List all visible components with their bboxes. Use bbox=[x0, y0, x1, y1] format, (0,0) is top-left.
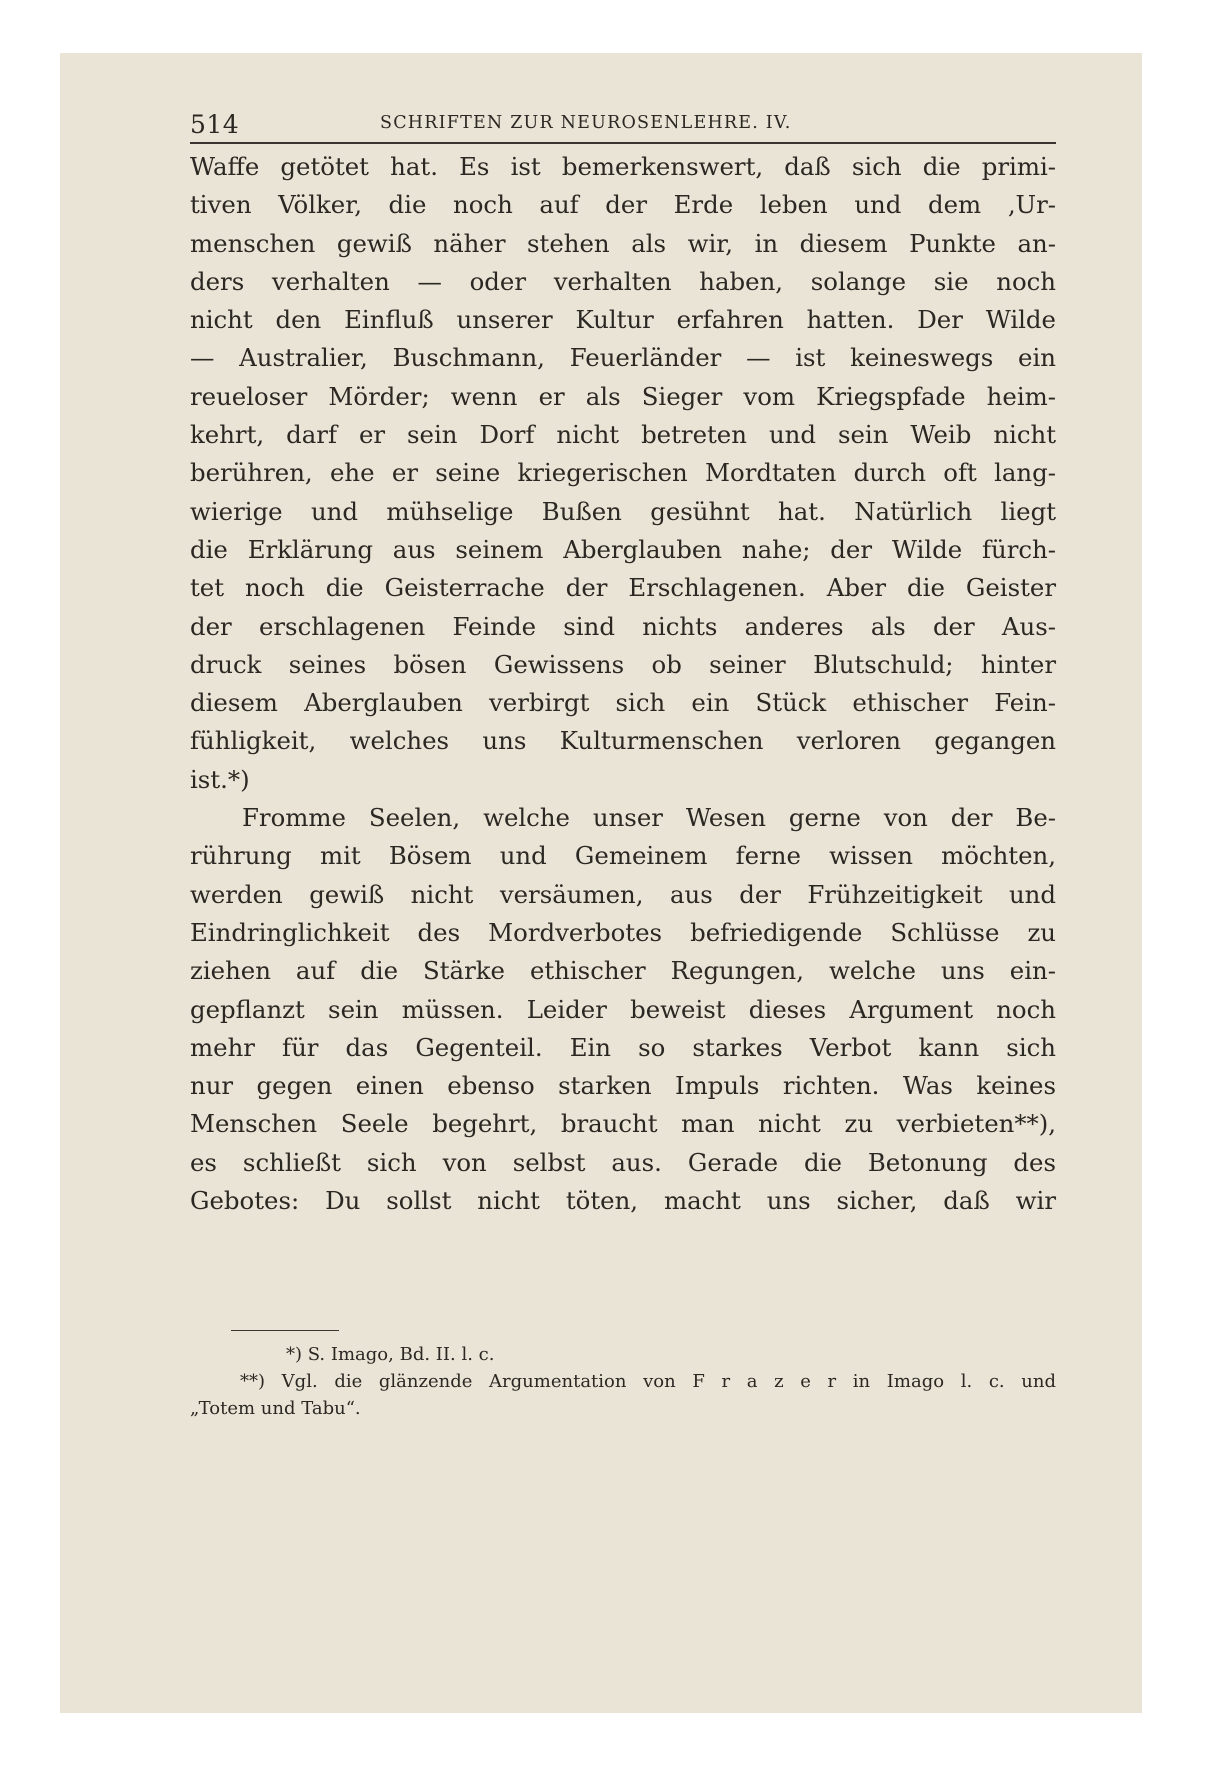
text-line: Eindringlichkeit des Mordverbotes befriedigende Schlüsse zu bbox=[190, 917, 1056, 947]
text-line: nicht den Einfluß unserer Kultur erfahren hatten. Der Wilde bbox=[190, 305, 1056, 335]
text-line: Fromme Seelen, welche unser Wesen gerne von der Be- bbox=[242, 803, 1056, 833]
text-line: nur gegen einen ebenso starken Impuls richten. Was keines bbox=[190, 1071, 1056, 1101]
text-line: tiven Völker, die noch auf der Erde leben und dem ‚Ur- bbox=[190, 190, 1056, 220]
text-line: mehr für das Gegenteil. Ein so starkes Verbot kann sich bbox=[190, 1032, 1056, 1062]
running-head: SCHRIFTEN ZUR NEUROSENLEHRE. IV. bbox=[380, 113, 792, 133]
footnotes bbox=[190, 1341, 1056, 1422]
text-line: druck seines bösen Gewissens ob seiner Blutschuld; hinter bbox=[190, 649, 1056, 679]
text-line: rührung mit Bösem und Gemeinem ferne wissen möchten, bbox=[190, 841, 1056, 871]
text-line: tet noch die Geisterrache der Erschlagenen. Aber die Geister bbox=[190, 573, 1056, 603]
text-line: ders verhalten — oder verhalten haben, solange sie noch bbox=[190, 266, 1056, 296]
text-line: berühren, ehe er seine kriegerischen Mordtaten durch oft lang- bbox=[190, 458, 1056, 488]
footnote-rule bbox=[231, 1330, 339, 1331]
text-line: menschen gewiß näher stehen als wir, in diesem Punkte an- bbox=[190, 228, 1056, 258]
text-line: reueloser Mörder; wenn er als Sieger vom Kriegspfade heim- bbox=[190, 381, 1056, 411]
text-line: werden gewiß nicht versäumen, aus der Frühzeitigkeit und bbox=[190, 879, 1056, 909]
text-line: diesem Aberglauben verbirgt sich ein Stück ethischer Fein- bbox=[190, 688, 1056, 718]
footnote-2: **) Vgl. die glänzende Argumentation von F r a z e r in Imago l. c. und bbox=[240, 1371, 1056, 1392]
page-header bbox=[190, 102, 1056, 144]
text-line: die Erklärung aus seinem Aberglauben nahe; der Wilde fürch- bbox=[190, 534, 1056, 564]
text-line: gepflanzt sein müssen. Leider beweist dieses Argument noch bbox=[190, 994, 1056, 1024]
text-line: — Australier, Buschmann, Feuerländer — ist keineswegs ein bbox=[190, 343, 1056, 373]
text-line: ziehen auf die Stärke ethischer Regungen, welche uns ein- bbox=[190, 956, 1056, 986]
page-number: 514 bbox=[190, 110, 240, 139]
text-line: der erschlagenen Feinde sind nichts anderes als der Aus- bbox=[190, 611, 1056, 641]
footnote-2-continued: „Totem und Tabu“. bbox=[190, 1398, 361, 1419]
text-line: es schließt sich von selbst aus. Gerade die Betonung des bbox=[190, 1147, 1056, 1177]
text-line: kehrt, darf er sein Dorf nicht betreten und sein Weib nicht bbox=[190, 420, 1056, 450]
footnote-1: *) S. Imago, Bd. II. l. c. bbox=[286, 1344, 495, 1365]
text-line: Waffe getötet hat. Es ist bemerkenswert, daß sich die primi- bbox=[190, 152, 1056, 181]
body-text bbox=[190, 148, 1056, 1220]
text-line: wierige und mühselige Bußen gesühnt hat. Natürlich liegt bbox=[190, 496, 1056, 526]
text-line: Gebotes: Du sollst nicht töten, macht uns sicher, daß wir bbox=[190, 1186, 1056, 1216]
text-line: Menschen Seele begehrt, braucht man nicht zu verbieten**), bbox=[190, 1109, 1056, 1139]
text-line: fühligkeit, welches uns Kulturmenschen verloren gegangen bbox=[190, 726, 1056, 756]
text-line: ist.*) bbox=[190, 764, 250, 794]
